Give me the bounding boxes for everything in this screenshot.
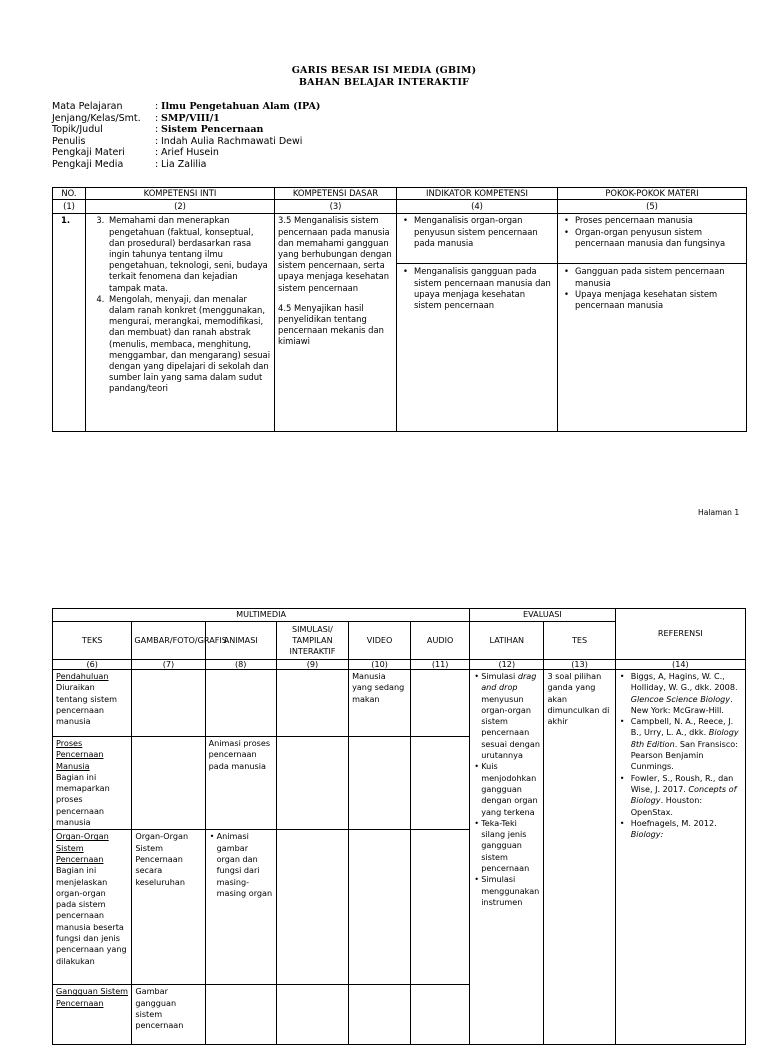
meta-value-material-reviewer: Arief Husein [161, 147, 219, 159]
meta-row-material-reviewer: Pengkaji Materi : Arief Husein [52, 147, 219, 159]
meta-row-level: Jenjang/Kelas/Smt. : SMP/VIII/1 [52, 112, 220, 124]
section-title: Proses Pencernaan Manusia [56, 738, 104, 771]
column-header: KOMPETENSI INTI [86, 188, 275, 200]
audio-cell [411, 670, 470, 737]
audio-cell [411, 830, 470, 985]
list-item: • Teka-Teki silang jenis gangguan sistem pencernaan [481, 818, 540, 874]
latihan-cell [470, 670, 544, 1045]
list-item: • Simulasi menggunakan instrumen [481, 874, 540, 908]
list-item: • Simulasi drag and drop menyusun organ-organ sistem pencernaan sesuai dengan urutannya [481, 671, 540, 761]
column-header: ANIMASI [205, 622, 276, 660]
section-title: Gangguan Sistem Pencernaan [56, 986, 129, 1008]
column-number-row: (1) (2) (3) (4) (5) [53, 200, 747, 214]
page-number: Halaman 1 [698, 508, 740, 517]
gambar-cell: Organ-Organ Sistem Pencernaan secara keseluruhan [132, 830, 205, 985]
meta-row-media-reviewer: Pengkaji Media : Lia Zalilia [52, 158, 207, 170]
column-header: KOMPETENSI DASAR [275, 188, 397, 200]
column-header: SIMULASI/ TAMPILAN INTERAKTIF [276, 622, 348, 660]
column-header: TEKS [53, 622, 132, 660]
list-item: • Kuis menjodohkan gangguan dengan organ yang terkena [481, 761, 540, 817]
column-header-referensi: REFERENSI [615, 609, 745, 660]
table-header-row [53, 188, 747, 200]
media-table [52, 608, 746, 1045]
meta-value-level: SMP/VIII/1 [161, 112, 220, 124]
teks-cell: Organ-Organ Sistem Pencernaan Bagian ini menjelaskan organ-organ pada sistem pencernaan manusia beserta fungsi dan jenis pencernaan yang dilakukan [53, 830, 132, 985]
column-number-row: (6) (7) (8) (9) (10) (11) (12) (13) (14) [53, 660, 746, 670]
column-header: INDIKATOR KOMPETENSI [397, 188, 558, 200]
list-item: 4.5 Menyajikan hasil penyelidikan tentang pencernaan mekanis dan kimiawi [278, 302, 384, 347]
list-item: • Fowler, S., Roush, R., dan Wise, J. 2017. Concepts of Biology. Houston: OpenStax. [631, 773, 742, 818]
column-header: VIDEO [349, 622, 411, 660]
list-item: • Gangguan pada sistem pencernaan manusia [575, 266, 743, 288]
video-cell [349, 830, 411, 985]
list-item: • Menganalisis gangguan pada sistem pencernaan manusia dan upaya menjaga kesehatan sistem pencernaan [414, 266, 554, 311]
gambar-cell [132, 737, 205, 830]
animasi-cell [205, 985, 276, 1045]
list-item: • Upaya menjaga kesehatan sistem pencernaan manusia [575, 289, 743, 311]
audio-cell [411, 985, 470, 1045]
gambar-cell [132, 670, 205, 737]
referensi-cell [615, 670, 745, 1045]
simulasi-cell [276, 737, 348, 830]
meta-value-author: Indah Aulia Rachmawati Dewi [161, 135, 303, 147]
meta-value-topic: Sistem Pencernaan [161, 124, 264, 136]
meta-row-topic: Topik/Judul : Sistem Pencernaan [52, 124, 264, 136]
table-row [53, 670, 746, 737]
video-cell [349, 985, 411, 1045]
identity-block [52, 101, 320, 171]
animasi-cell [205, 670, 276, 737]
row-number: 1. [53, 214, 86, 432]
list-item: • Menganalisis organ-organ penyusun sistem pencernaan pada manusia [414, 215, 554, 249]
list-item: • Organ-organ penyusun sistem pencernaan manusia dan fungsinya [575, 227, 743, 249]
kompetensi-dasar-cell [275, 214, 397, 432]
list-item: • Proses pencernaan manusia [575, 215, 743, 226]
column-header: TES [544, 622, 615, 660]
animasi-cell [205, 830, 276, 985]
pokok-materi-cell [558, 214, 747, 432]
audio-cell [411, 737, 470, 830]
list-item: • Hoefnagels, M. 2012. Biology: [631, 818, 742, 841]
column-header: NO. [53, 188, 86, 200]
table-group-header-row [53, 609, 746, 622]
document-title: GARIS BESAR ISI MEDIA (GBIM) [291, 65, 477, 76]
simulasi-cell [276, 985, 348, 1045]
group-header-evaluasi: EVALUASI [470, 609, 616, 622]
column-header: LATIHAN [470, 622, 544, 660]
gambar-cell: Gambar gangguan sistem pencernaan [132, 985, 205, 1045]
list-item: • Biggs, A, Hagins, W. C., Holliday, W. G., dkk. 2008. Glencoe Science Biology. New York: McGraw-Hill. [631, 671, 742, 716]
section-title: Pendahuluan [56, 671, 109, 681]
section-title: Organ-Organ Sistem Pencernaan [56, 831, 109, 864]
column-header: AUDIO [411, 622, 470, 660]
competency-table [52, 187, 747, 432]
teks-cell: Pendahuluan Diuraikan tentang sistem pencernaan manusia [53, 670, 132, 737]
column-header: GAMBAR/FOTO/GRAFIS [132, 622, 205, 660]
teks-cell [53, 985, 132, 1045]
list-item: 3.5 Menganalisis sistem pencernaan pada manusia dan memahami gangguan yang berhubungan dengan sistem pencernaan, serta upaya menjaga kesehatan sistem pencernaan [278, 215, 392, 293]
meta-value-subject: Ilmu Pengetahuan Alam (IPA) [161, 101, 321, 112]
simulasi-cell [276, 830, 348, 985]
indikator-cell [397, 214, 558, 432]
meta-row-subject: Mata Pelajaran : Ilmu Pengetahuan Alam (IPA) [52, 101, 321, 112]
list-item: 3. Memahami dan menerapkan pengetahuan (faktual, konseptual, dan prosedural) berdasarkan rasa ingin tahunya tentang ilmu pengetahuan, teknologi, seni, budaya terkait fenomena dan kejadian tampak mata. [107, 215, 271, 293]
meta-row-author: Penulis : Indah Aulia Rachmawati Dewi [52, 135, 303, 147]
animasi-cell: Animasi proses pencernaan pada manusia [205, 737, 276, 830]
list-item: 4. Mengolah, menyaji, dan menalar dalam ranah konkret (menggunakan, mengurai, merangkai, memodifikasi, dan membuat) dan ranah abstrak (menulis, membaca, menghitung, menggambar, dan mengarang) sesuai dengan yang dipelajari di sekolah dan sumber lain yang sama dalam sudut pandang/teori [107, 294, 271, 395]
video-cell [349, 737, 411, 830]
document-subtitle: BAHAN BELAJAR INTERAKTIF [298, 77, 470, 88]
tes-cell: 3 soal pilihan ganda yang akan dimunculkan di akhir [544, 670, 615, 1045]
simulasi-cell [276, 670, 348, 737]
teks-cell: Proses Pencernaan Manusia Bagian ini memaparkan proses pencernaan manusia [53, 737, 132, 830]
meta-value-media-reviewer: Lia Zalilia [161, 158, 207, 170]
group-header-multimedia: MULTIMEDIA [53, 609, 470, 622]
kompetensi-inti-cell [86, 214, 275, 432]
column-header: POKOK-POKOK MATERI [558, 188, 747, 200]
table-row [53, 214, 747, 432]
list-item: • Campbell, N. A., Reece, J. B., Urry, L. A., dkk. Biology 8th Edition. San Fransisco: Pearson Benjamin Cunmings. [631, 716, 742, 772]
list-item: • Animasi gambar organ dan fungsi dari masing-masing organ [217, 831, 273, 899]
video-cell: Manusia yang sedang makan [349, 670, 411, 737]
